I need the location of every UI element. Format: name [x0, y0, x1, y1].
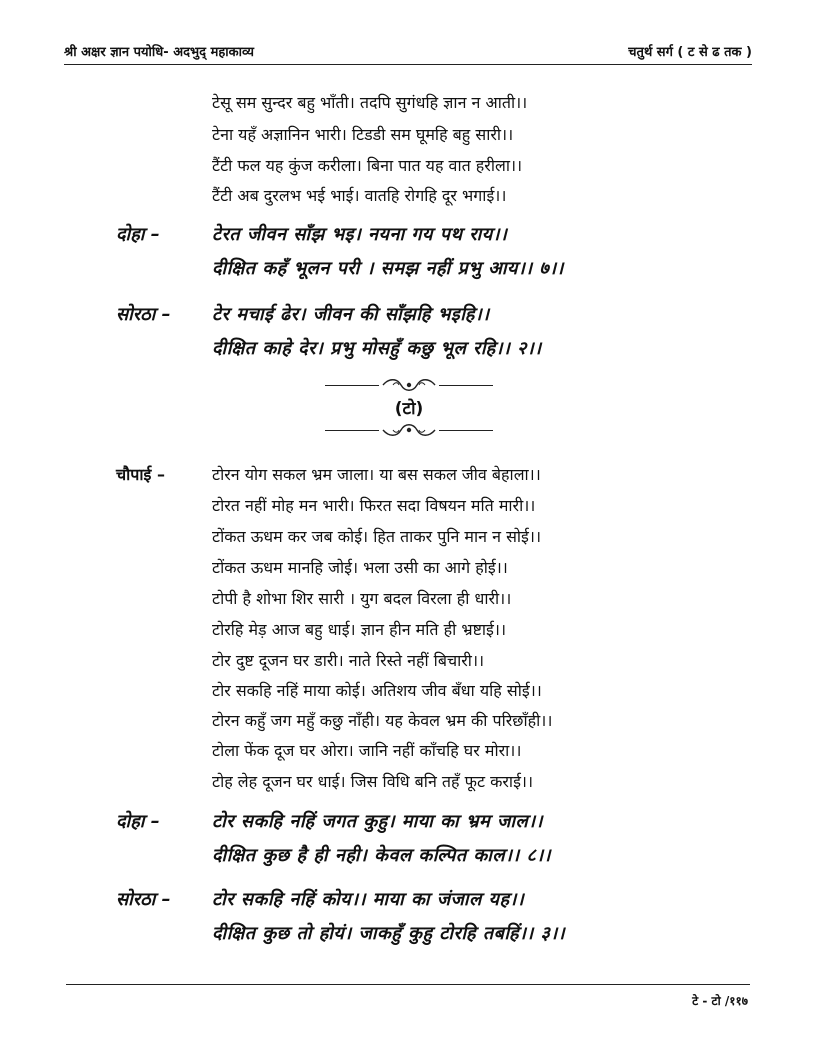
chaupai-label: चौपाई –	[116, 465, 165, 484]
verse-line: टोंकत ऊधम मानहि जोई। भला उसी का आगे होई।।	[212, 558, 508, 577]
verse-line: टैंटी फल यह कुंज करीला। बिना पात यह वात हरीला।।	[212, 156, 523, 175]
couplet-line: टोर सकहि नहिं कोय।। माया का जंजाल यह।।	[212, 889, 525, 910]
flourish-ornament-top-icon	[379, 376, 439, 394]
verse-line: टोरत नहीं मोह मन भारी। फिरत सदा विषयन मति मारी।।	[212, 496, 536, 515]
section-divider	[325, 372, 493, 438]
verse-line: टेसू सम सुन्दर बहु भाँती। तदपि सुगंधहि ज्ञान न आती।।	[212, 93, 528, 112]
verse-line: टोरन योग सकल भ्रम जाला। या बस सकल जीव बेहाला।।	[212, 465, 541, 484]
couplet-line: टेरत जीवन साँझ भइ। नयना गय पथ राय।।	[212, 224, 508, 245]
section-title: (टो)	[394, 399, 424, 419]
verse-line: टोह लेह दूजन घर धाई। जिस विधि बनि तहँ फूट कराई।।	[212, 772, 534, 791]
verse-line: टोर दुष्ट दूजन घर डारी। नाते रिस्ते नहीं बिचारी।।	[212, 651, 485, 670]
footer-rule	[66, 984, 750, 985]
verse-line: टोला फेंक दूज घर ओरा। जानि नहीं काँचहि घर मोरा।।	[212, 741, 522, 760]
verse-line: टेना यहँ अज्ञानिन भारी। टिडडी सम घूमहि बहु सारी।।	[212, 125, 514, 144]
sortha-label: सोरठा –	[116, 304, 171, 325]
chapter-title: चतुर्थ सर्ग ( ट से ढ तक )	[628, 45, 752, 60]
verse-line: टोरहि मेड़ आज बहु धाई। ज्ञान हीन मति ही भ्रष्टाई।।	[212, 620, 507, 639]
sortha-label: सोरठा –	[116, 889, 171, 910]
couplet-line: दीक्षित कुछ तो होयं। जाकहुँ कुहु टोरहि तबहिं।। ३।।	[212, 923, 566, 944]
couplet-line: टोर सकहि नहिं जगत कुहु। माया का भ्रम जाल।।	[212, 811, 543, 832]
flourish-ornament-bottom-icon	[379, 421, 439, 439]
verse-line: टोरन कहुँ जग महुँ कछु नाँही। यह केवल भ्रम की परिछाँही।।	[212, 711, 553, 730]
couplet-line: टेर मचाई ढेर। जीवन की साँझहि भइहि।।	[212, 304, 490, 325]
couplet-line: दीक्षित काहे देर। प्रभु मोसहुँ कछु भूल रहि।। २।।	[212, 338, 542, 359]
verse-line: टोपी है शोभा शिर सारी । युग बदल विरला ही धारी।।	[212, 589, 512, 608]
book-title: श्री अक्षर ज्ञान पयोधि- अदभुद् महाकाव्य	[64, 45, 254, 60]
verse-line: टोर सकहि नहिं माया कोई। अतिशय जीव बँधा यहि सोई।।	[212, 681, 542, 700]
couplet-line: दीक्षित कुछ है ही नही। केवल कल्पित काल।। ८।।	[212, 845, 551, 866]
page-number: टे - टो /११७	[692, 994, 748, 1008]
doha-label: दोहा –	[116, 811, 160, 832]
couplet-line: दीक्षित कहँ भूलन परी । समझ नहीं प्रभु आय।। ७।।	[212, 258, 564, 279]
doha-label: दोहा –	[116, 224, 160, 245]
verse-line: टोंकत ऊधम कर जब कोई। हित ताकर पुनि मान न सोई।।	[212, 527, 542, 546]
page-header	[64, 38, 752, 65]
verse-line: टैंटी अब दुरलभ भई भाई। वातहि रोगहि दूर भगाई।।	[212, 186, 507, 205]
